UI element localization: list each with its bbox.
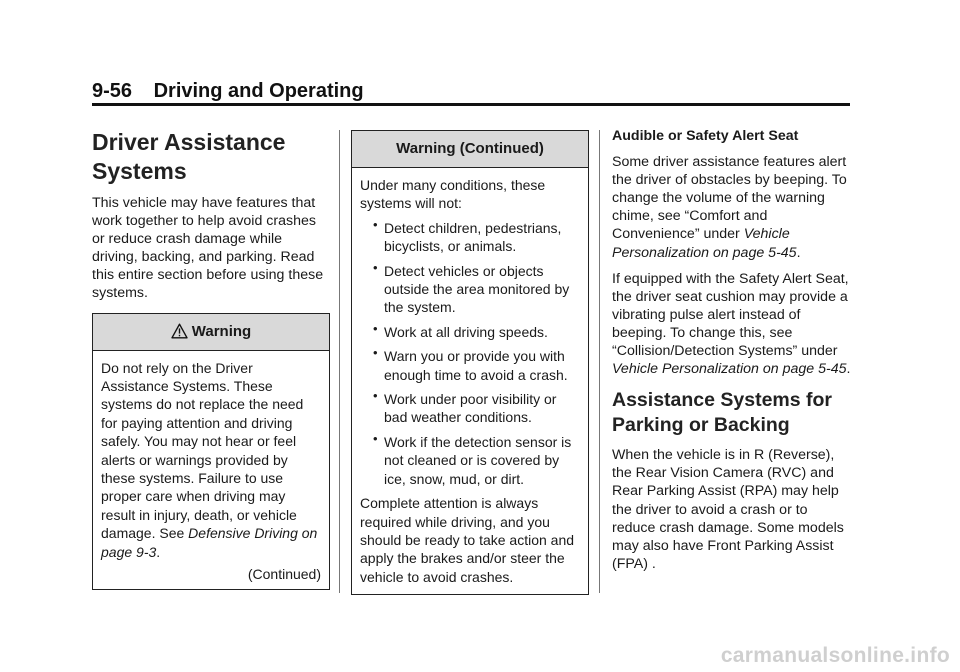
warning-continued-box [351, 130, 589, 595]
warning-text-end: . [156, 543, 161, 560]
warning-title: Warning [191, 322, 252, 340]
paragraph-text: Some driver assistance features alert the driver of obstacles by beeping. To change the volume of the warning chime, see “Comfort and Convenience” under [612, 154, 847, 243]
warning-reference: Defensive Driving on page 9-3 [101, 525, 318, 560]
column-1 [92, 128, 330, 590]
list-item: • Warn you or provide you with enough time to avoid a crash. [360, 347, 580, 384]
cross-reference: Vehicle Personalization on page 5-45 [612, 226, 797, 261]
warning-continued-title: Warning (Continued) [352, 131, 588, 168]
page-number: 9-56 [92, 80, 133, 102]
warning-closing: Complete attention is always required while driving, and you should be ready to take action and apply the brakes and/or steer the vehicle to avoid crashes. [360, 495, 575, 585]
watermark: carmanualsonline.info [720, 644, 950, 667]
cross-reference: Vehicle Personalization on page 5-45 [612, 361, 847, 378]
warning-lead: Under many conditions, these systems will not: [360, 177, 546, 212]
heading-line-1: Assistance Systems for [612, 389, 833, 412]
subsection-heading: Audible or Safety Alert Seat [612, 128, 799, 144]
page-header [92, 80, 364, 103]
column-2 [351, 130, 589, 595]
list-item: • Detect children, pedestrians, bicyclists, or animals. [360, 219, 580, 256]
paragraph-safety-seat [612, 270, 852, 379]
heading-line-2: Systems [92, 158, 187, 184]
section-title: Driving and Operating [153, 80, 364, 102]
list-item: • Detect vehicles or objects outside the area monitored by the system. [360, 262, 580, 317]
warning-box [92, 313, 330, 591]
heading-line-2: Parking or Backing [612, 414, 790, 437]
continued-label: (Continued) [247, 566, 321, 583]
column-divider-1 [339, 130, 340, 593]
limitations-list [360, 219, 580, 488]
paragraph-end: . [846, 361, 851, 378]
paragraph-text: If equipped with the Safety Alert Seat, the driver seat cushion may provide a vibrating pulse alert instead of beeping. To change this, see “Collision/Detection Systems” under [612, 270, 849, 360]
list-item: • Work at all driving speeds. [360, 323, 580, 341]
section-heading-parking [612, 388, 852, 438]
warning-title-bar [93, 314, 329, 351]
warning-continued-body [352, 168, 588, 594]
warning-text: Do not rely on the Driver Assistance Systems. These systems do not replace the need for paying attention and driving safely. You may not hear or feel alerts or warnings provided by these systems. Failure to use proper care when driving may result in injury, death, or vehicle damage. See [101, 359, 304, 542]
intro-paragraph: This vehicle may have features that work together to help avoid crashes or reduce crash damage while driving, backing, and parking. Read this entire section before using these systems. [92, 195, 324, 302]
paragraph-parking: When the vehicle is in R (Reverse), the Rear Vision Camera (RVC) and Rear Parking Assist (RPA) may help the driver to avoid a crash or to reduce crash damage. Some models may also have Front Parking Assist (FPA) . [612, 447, 844, 572]
header-rule [92, 103, 850, 106]
section-heading [92, 128, 330, 186]
warning-body [93, 351, 329, 590]
paragraph-volume [612, 153, 852, 262]
column-3 [612, 127, 852, 581]
paragraph-end: . [796, 244, 801, 261]
heading-line-1: Driver Assistance [92, 129, 286, 155]
list-item: • Work if the detection sensor is not cleaned or is covered by ice, snow, mud, or dirt. [360, 433, 580, 488]
column-divider-2 [599, 130, 600, 593]
warning-triangle-icon [171, 317, 188, 353]
list-item: • Work under poor visibility or bad weather conditions. [360, 390, 580, 427]
